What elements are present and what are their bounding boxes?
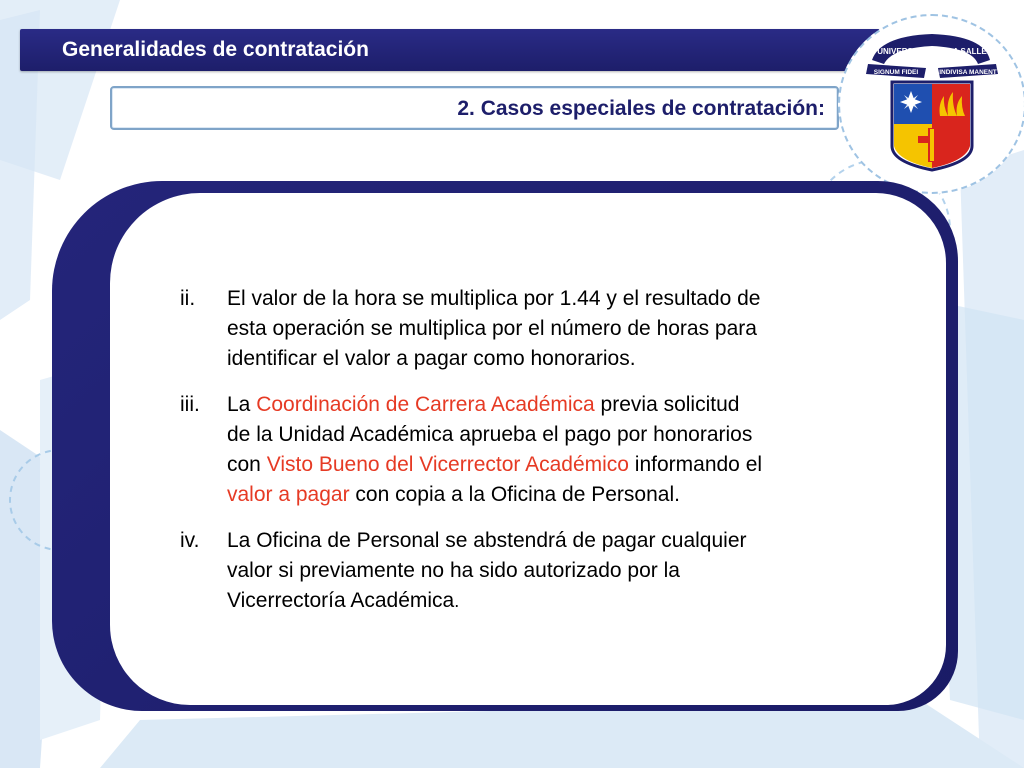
crest-icon [840,16,1024,192]
item-line: El valor de la hora se multiplica por 1.44 y el resultado de [227,287,761,310]
university-logo [838,14,1024,194]
item-line-part: con copia a la Oficina de Personal. [349,483,680,506]
highlight-valor-a-pagar: valor a pagar [227,483,350,506]
ribbon-left-text: SIGNUM FIDEI [873,69,919,76]
subheader-box [110,86,839,130]
header-bar [20,29,880,71]
item-line-part: previa solicitud [594,393,740,416]
page-title: Generalidades de contratación [62,38,369,61]
item-line-part: La [227,393,257,416]
item-line: identificar el valor a pagar como honorarios. [227,347,636,370]
ribbon-right-text: INDIVISA MANENT [939,69,997,76]
item-text [227,284,887,374]
item-number: ii. [180,287,196,310]
item-text [227,526,887,616]
shield-red-lower [932,124,970,168]
item-line: de la Unidad Académica aprueba el pago por honorarios [227,423,753,446]
cross-inner [930,129,934,161]
section-title: 2. Casos especiales de contratación: [457,97,825,120]
highlight-coordinacion: Coordinación de Carrera Académica [256,393,595,416]
item-number: iii. [180,393,200,416]
item-text [227,390,887,510]
item-line-part: con [227,453,267,476]
item-line: La Oficina de Personal se abstendrá de pagar cualquier [227,529,747,552]
item-end-mark: . [454,591,460,611]
list-item [180,284,900,374]
item-line: valor si previamente no ha sido autorizado por la [227,559,680,582]
list-item [180,526,900,616]
item-line-part: informando el [628,453,763,476]
highlight-visto-bueno: Visto Bueno del Vicerrector Académico [266,453,629,476]
shield-yellow-quarter [894,124,932,168]
list-item [180,390,900,510]
item-line: esta operación se multiplica por el número de horas para [227,317,757,340]
item-line: Vicerrectoría Académica [227,589,455,612]
crest-ring-text: UNIVERSIDAD DE LA SALLE [877,47,987,56]
item-number: iv. [180,529,200,552]
item-list [180,284,900,632]
